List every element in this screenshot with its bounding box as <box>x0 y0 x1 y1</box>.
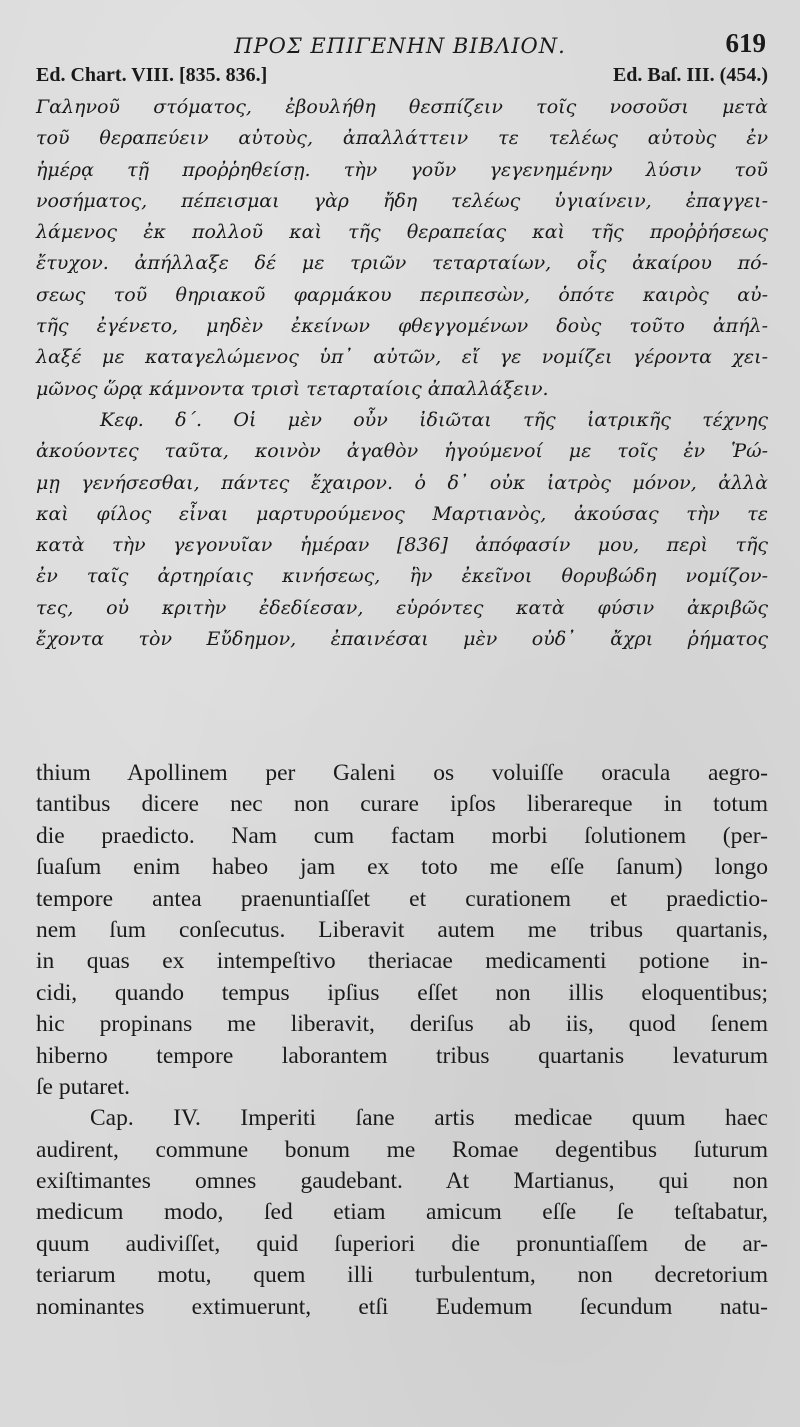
latin-text-block <box>36 758 768 1323</box>
latin-line: ſe putaret. <box>36 1073 130 1100</box>
greek-text-block <box>36 92 768 655</box>
latin-line: medicum modo, ſed etiam amicum eſſe ſe teſtabatur, <box>36 1199 768 1226</box>
edition-basel-reference: Ed. Baſ. III. (454.) <box>612 64 768 86</box>
latin-line: teriarum motu, quem illi turbulentum, non decretorium <box>36 1262 768 1289</box>
greek-line: τες, οὐ κριτὴν ἐδεδίεσαν, εὑρόντες κατὰ φύσιν ἀκριβῶς <box>36 596 768 619</box>
latin-line: quum audiviſſet, quid ſuperiori die pronuntiaſſem de ar- <box>36 1230 768 1257</box>
latin-line: die praedicto. Nam cum factam morbi ſolutionem (per- <box>36 822 768 849</box>
latin-line: hic propinans me liberavit, deriſus ab iis, quod ſenem <box>36 1011 768 1038</box>
greek-line: ἐν ταῖς ἀρτηρίαις κινήσεως, ἣν ἐκεῖνοι θορυβώδη νομίζον- <box>36 565 768 588</box>
latin-line: ſuaſum enim habeo jam ex toto me eſſe ſanum) longo <box>36 854 768 881</box>
latin-line: cidi, quando tempus ipſius eſſet non illis eloquentibus; <box>36 979 768 1006</box>
latin-line: in quas ex intempeſtivo theriacae medicamenti potione in- <box>36 948 768 975</box>
greek-line: λάμενος ἐκ πολλοῦ καὶ τῆς θεραπείας καὶ τῆς προῤῥήσεως <box>36 221 768 244</box>
edition-reference-line <box>36 64 768 92</box>
greek-line: κατὰ τὴν γεγονυῖαν ἡμέραν [836] ἀπόφασίν μου, περὶ τῆς <box>36 534 768 557</box>
greek-line: ἀκούοντες ταῦτα, κοινὸν ἀγαθὸν ἡγούμενοί με τοῖς ἐν Ῥώ- <box>36 440 768 463</box>
greek-line: τῆς ἐγένετο, μηδὲν ἐκείνων φθεγγομένων δοὺς τοῦτο ἀπήλ- <box>36 315 768 338</box>
greek-line: ἔχοντα τὸν Εὔδημον, ἐπαινέσαι μὲν οὐδ᾽ ἄχρι ῥήματος <box>36 628 768 651</box>
latin-line: thium Apollinem per Galeni os voluiſſe oracula aegro- <box>36 760 768 786</box>
greek-line: τοῦ θεραπεύειν αὐτοὺς, ἀπαλλάττειν τε τελέως αὐτοὺς ἐν <box>36 127 768 150</box>
latin-line: nominantes extimuerunt, etſi Eudemum ſecundum natu- <box>36 1293 768 1320</box>
greek-line: ἡμέρᾳ τῇ προῤῥηθείσῃ. τὴν γοῦν γεγενημένην λύσιν τοῦ <box>36 158 768 181</box>
greek-line: λαξέ με καταγελώμενος ὑπ᾽ αὐτῶν, εἴ γε νομίζει γέροντα χει- <box>36 346 768 369</box>
greek-chapter-heading-line: Κεφ. δ΄. Οἱ μὲν οὖν ἰδιῶται τῆς ἰατρικῆς τέχνης <box>100 408 768 431</box>
latin-line: audirent, commune bonum me Romae degentibus ſuturum <box>36 1136 768 1163</box>
greek-line: ἔτυχον. ἀπήλλαξε δέ με τριῶν τεταρταίων, οἷς ἀκαίρου πό- <box>36 252 768 275</box>
greek-line: σεως τοῦ θηριακοῦ φαρμάκου περιπεσὼν, ὁπότε καιρὸς αὐ- <box>36 283 768 306</box>
greek-line: καὶ φίλος εἶναι μαρτυρούμενος Μαρτιανὸς, ἀκούσας τὴν τε <box>36 502 768 525</box>
latin-line: tantibus dicere nec non curare ipſos liberareque in totum <box>36 791 768 818</box>
page-header <box>30 28 770 64</box>
greek-line: μῶνος ὥρᾳ κάμνοντα τρισὶ τεταρταίοις ἀπαλλάξειν. <box>36 377 549 400</box>
latin-line: exiſtimantes omnes gaudebant. At Martianus, qui non <box>36 1168 768 1195</box>
page-number: 619 <box>725 28 766 58</box>
latin-chapter-heading-line: Cap. IV. Imperiti ſane artis medicae quum haec <box>90 1105 768 1132</box>
latin-line: tempore antea praenuntiaſſet et curationem et praedictio- <box>36 885 768 912</box>
greek-line: Γαληνοῦ στόματος, ἐβουλήθη θεσπίζειν τοῖς νοσοῦσι μετὰ <box>36 96 768 118</box>
greek-line: νοσήματος, πέπεισμαι γὰρ ἤδη τελέως ὑγιαίνειν, ἐπαγγει- <box>36 189 768 212</box>
latin-line: nem ſum conſecutus. Liberavit autem me tribus quartanis, <box>36 916 768 943</box>
greek-line: μῃ γενήσεσθαι, πάντες ἔχαιρον. ὁ δ᾽ οὐκ ἰατρὸς μόνον, ἀλλὰ <box>36 471 768 494</box>
running-title: ΠΡΟΣ ΕΠΙΓΕΝΗΝ ΒΙΒΛΙΟΝ. <box>234 34 566 58</box>
edition-chartier-reference: Ed. Chart. VIII. [835. 836.] <box>36 64 268 86</box>
latin-line: hiberno tempore laborantem tribus quartanis levaturum <box>36 1042 768 1069</box>
